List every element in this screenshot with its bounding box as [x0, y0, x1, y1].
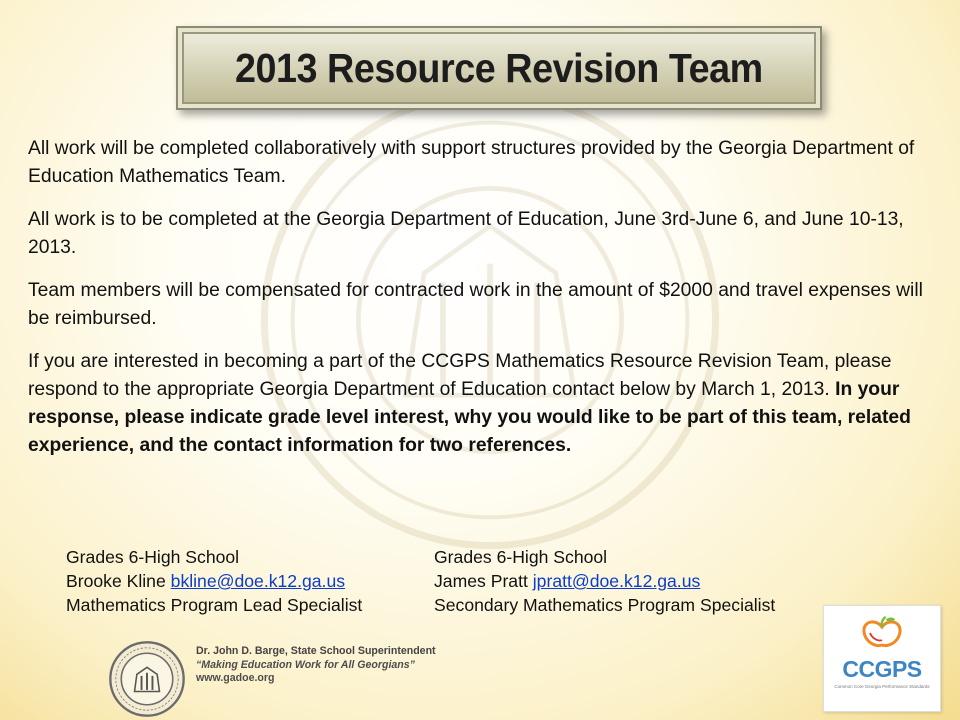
contact-grades: Grades 6-High School — [66, 547, 240, 567]
contact-grades: Grades 6-High School — [434, 547, 608, 567]
ccgps-apple-icon — [852, 612, 912, 654]
contact-line — [434, 569, 775, 593]
footer-text — [196, 645, 436, 686]
contact-email-link[interactable]: bkline@doe.k12.ga.us — [170, 571, 346, 591]
paragraph-compensation: Team members will be compensated for contracted work in the amount of $2000 and travel expenses will be reimbursed. — [28, 280, 923, 329]
contact-email-link[interactable]: jpratt@doe.k12.ga.us — [532, 571, 701, 591]
paragraph-schedule: All work is to be completed at the Georgia Department of Education, June 3rd-June 6, and June 10-13, 2013. — [28, 209, 904, 258]
title-banner — [176, 26, 822, 110]
interest-text: If you are interested in becoming a part of the CCGPS Mathematics Resource Revision Team, please respond to the appropriate Georgia Department of Education contact below by March 1, 2013. — [28, 351, 892, 400]
page-title: 2013 Resource Revision Team — [235, 44, 763, 91]
contact-line — [66, 569, 362, 593]
department-of-education-seal-icon — [108, 640, 186, 718]
ccgps-logo — [823, 605, 941, 712]
ccgps-logo-tagline: Common Core Georgia Performance Standards — [834, 684, 930, 689]
footer-slogan: “Making Education Work for All Georgians” — [196, 658, 415, 671]
ccgps-logo-name: CCGPS — [842, 656, 922, 682]
contact-card — [434, 545, 775, 617]
contact-card — [66, 545, 362, 617]
paragraph-interest — [28, 348, 940, 460]
footer-website: www.gadoe.org — [196, 672, 275, 684]
interest-bold-text: In your response, please indicate grade level interest, why you would like to be part of this team, related experience, and the contact information for two references. — [28, 379, 911, 456]
footer-superintendent: Dr. John D. Barge, State School Superintendent — [196, 645, 436, 657]
contact-name: Brooke Kline — [66, 571, 166, 591]
contact-name: James Pratt — [434, 571, 528, 591]
body-text — [28, 135, 940, 475]
paragraph-collaboration: All work will be completed collaboratively with support structures provided by the Georgia Department of Education Mathematics Team. — [28, 138, 915, 187]
contact-role: Mathematics Program Lead Specialist — [66, 595, 363, 615]
contact-role: Secondary Mathematics Program Specialist — [434, 595, 776, 615]
